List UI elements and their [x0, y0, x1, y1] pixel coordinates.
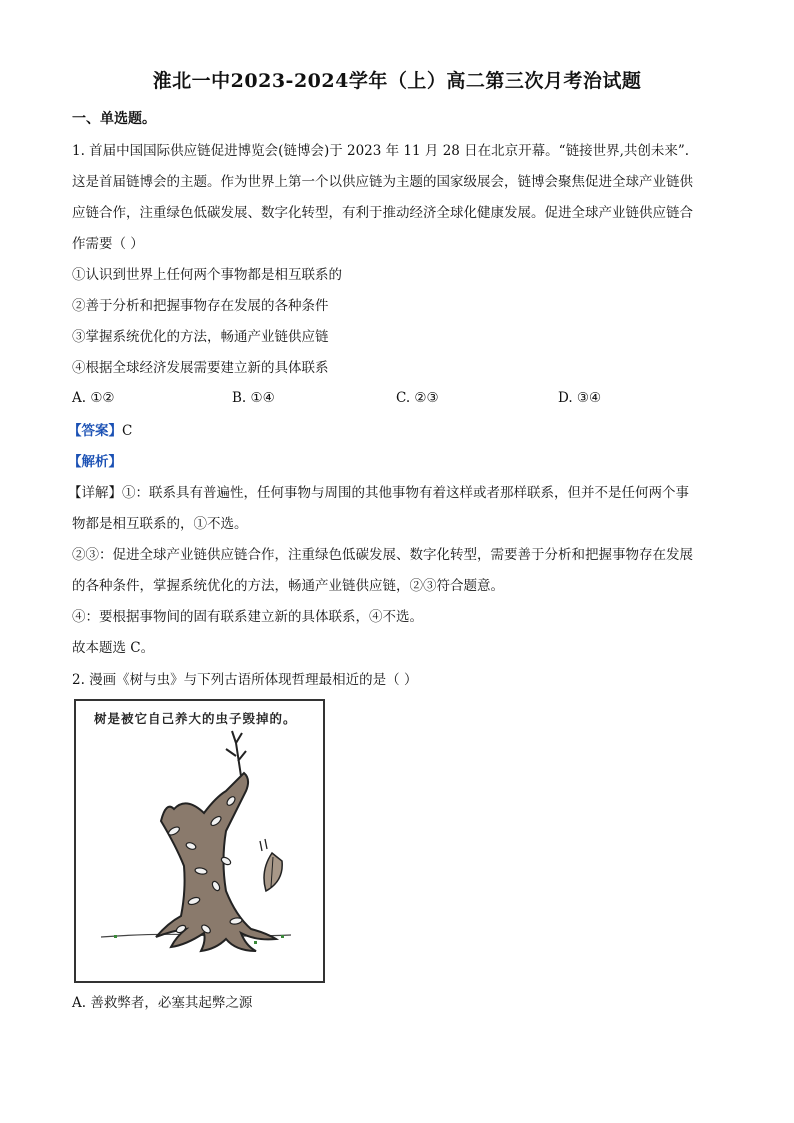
q1-statement-3: ③掌握系统优化的方法，畅通产业链供应链: [72, 329, 329, 345]
detail-label: 【详解】: [68, 485, 122, 501]
q1-stem-line-3: 应链合作，注重绿色低碳发展、数字化转型，有利于推动经济全球化健康发展。促进全球产业链供应链合: [72, 205, 693, 221]
q1-stem-line-4: 作需要（ ）: [72, 236, 144, 252]
q1-detail-line-5: ④：要根据事物间的固有联系建立新的具体联系，④不选。: [72, 609, 423, 625]
q1-detail-line-6: 故本题选 C。: [72, 640, 155, 656]
detail-text-1: ①：联系具有普遍性，任何事物与周围的其他事物有着这样或者那样联系，但并不是任何两个事: [122, 485, 689, 501]
q1-detail-line-1: [68, 483, 689, 503]
q1-stem-line-2: 这是首届链博会的主题。作为世界上第一个以供应链为主题的国家级展会，链博会聚焦促进全球产业链供: [72, 174, 693, 190]
q1-option-d: D. ③④: [558, 390, 602, 406]
answer-label: 【答案】: [68, 423, 122, 439]
answer-value: C: [122, 423, 133, 439]
q1-option-c: C. ②③: [396, 390, 439, 406]
q1-option-b: B. ①④: [232, 390, 275, 406]
cartoon-caption: 树是被它自己养大的虫子毁掉的。: [94, 711, 297, 726]
section-heading: 一、单选题。: [72, 111, 156, 127]
q1-analysis: [68, 452, 122, 472]
cartoon-tree-and-insects: [74, 699, 325, 983]
q1-detail-line-2: 物都是相互联系的，①不选。: [72, 516, 248, 532]
q1-statement-2: ②善于分析和把握事物存在发展的各种条件: [72, 298, 329, 314]
q2-stem: 2. 漫画《树与虫》与下列古语所体现哲理最相近的是（ ）: [72, 672, 418, 688]
page-title: 淮北一中2023-2024学年（上）高二第三次月考治试题: [152, 70, 642, 92]
q1-option-a: A. ①②: [72, 390, 115, 406]
tree-illustration: [76, 701, 323, 981]
q1-answer: [68, 421, 132, 441]
q1-statement-4: ④根据全球经济发展需要建立新的具体联系: [72, 360, 329, 376]
q1-statement-1: ①认识到世界上任何两个事物都是相互联系的: [72, 267, 342, 283]
q2-option-a: A. 善救弊者，必塞其起弊之源: [72, 995, 253, 1011]
q1-detail-line-4: 的各种条件，掌握系统优化的方法，畅通产业链供应链，②③符合题意。: [72, 578, 504, 594]
analysis-label: 【解析】: [68, 454, 122, 470]
q1-detail-line-3: ②③：促进全球产业链供应链合作，注重绿色低碳发展、数字化转型，需要善于分析和把握事物存在发展: [72, 547, 693, 563]
q1-stem-line-1: 1. 首届中国国际供应链促进博览会(链博会)于 2023 年 11 月 28 日在北京开幕。“链接世界,共创未来”.: [72, 143, 690, 159]
